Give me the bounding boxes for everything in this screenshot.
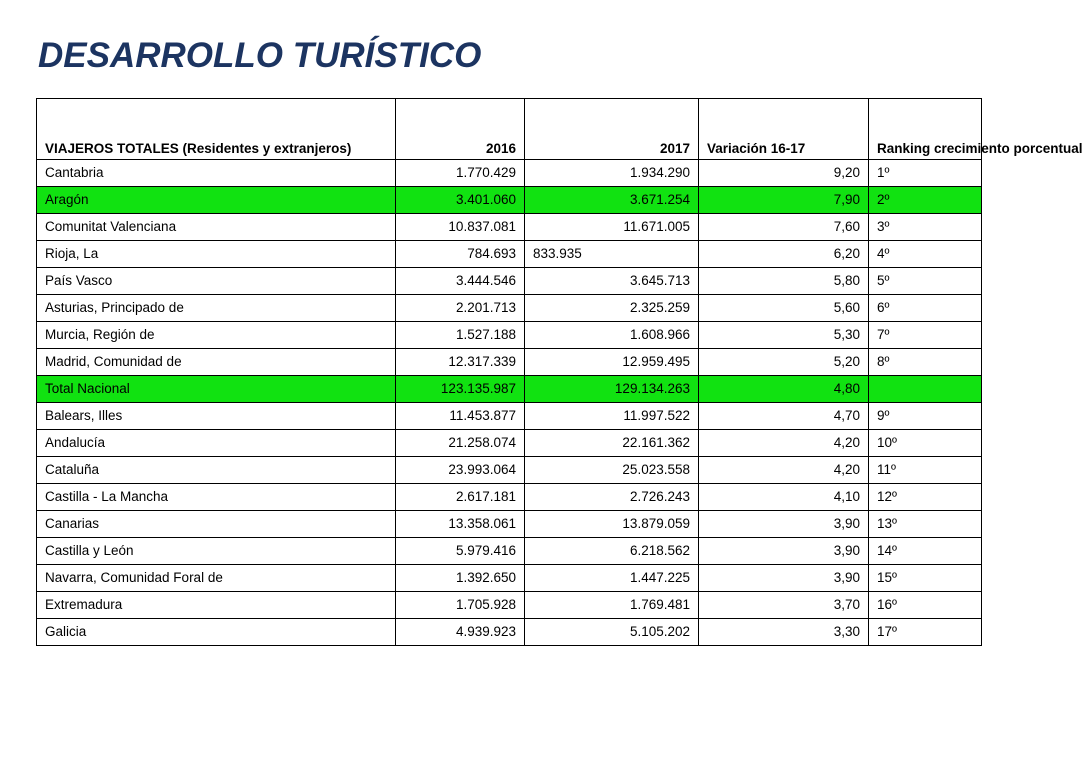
cell-2017: 833.935 [525,241,699,268]
cell-ranking: 17º [869,619,982,646]
header-2016: 2016 [396,99,525,160]
table-row [37,160,982,187]
cell-ranking [869,376,982,403]
cell-variation: 4,10 [699,484,869,511]
cell-variation: 3,90 [699,511,869,538]
cell-ranking: 16º [869,592,982,619]
cell-variation: 5,80 [699,268,869,295]
cell-2016: 1.770.429 [396,160,525,187]
cell-ranking: 7º [869,322,982,349]
cell-2016: 1.527.188 [396,322,525,349]
header-2017: 2017 [525,99,699,160]
cell-2017: 1.447.225 [525,565,699,592]
cell-2017: 3.645.713 [525,268,699,295]
cell-ranking: 12º [869,484,982,511]
cell-2016: 12.317.339 [396,349,525,376]
cell-ranking: 5º [869,268,982,295]
cell-region: Balears, Illes [37,403,396,430]
cell-2017: 3.671.254 [525,187,699,214]
table-row [37,376,982,403]
cell-region: Rioja, La [37,241,396,268]
cell-2017: 5.105.202 [525,619,699,646]
table-row [37,241,982,268]
cell-2017: 6.218.562 [525,538,699,565]
cell-region: Comunitat Valenciana [37,214,396,241]
cell-variation: 5,30 [699,322,869,349]
cell-2017: 11.671.005 [525,214,699,241]
cell-ranking: 10º [869,430,982,457]
cell-region: Andalucía [37,430,396,457]
tourism-travelers-table [36,98,1083,646]
table-row [37,538,982,565]
cell-2016: 2.617.181 [396,484,525,511]
cell-ranking: 8º [869,349,982,376]
cell-variation: 6,20 [699,241,869,268]
cell-variation: 7,90 [699,187,869,214]
cell-ranking: 2º [869,187,982,214]
cell-region: País Vasco [37,268,396,295]
page-title: DESARROLLO TURÍSTICO [38,36,482,75]
cell-variation: 3,90 [699,565,869,592]
cell-region: Asturias, Principado de [37,295,396,322]
table-row [37,430,982,457]
cell-2017: 1.769.481 [525,592,699,619]
cell-2016: 10.837.081 [396,214,525,241]
cell-region: Murcia, Región de [37,322,396,349]
cell-2017: 1.608.966 [525,322,699,349]
cell-region: Canarias [37,511,396,538]
table-row [37,214,982,241]
table-row [37,403,982,430]
cell-2017: 2.325.259 [525,295,699,322]
cell-2016: 11.453.877 [396,403,525,430]
table-row [37,484,982,511]
cell-ranking: 15º [869,565,982,592]
cell-2017: 13.879.059 [525,511,699,538]
cell-2017: 1.934.290 [525,160,699,187]
cell-region: Extremadura [37,592,396,619]
cell-ranking: 4º [869,241,982,268]
cell-2016: 1.705.928 [396,592,525,619]
cell-ranking: 9º [869,403,982,430]
cell-region: Castilla - La Mancha [37,484,396,511]
table-body [37,160,982,646]
cell-region: Castilla y León [37,538,396,565]
cell-ranking: 11º [869,457,982,484]
cell-variation: 4,70 [699,403,869,430]
cell-2016: 1.392.650 [396,565,525,592]
cell-variation: 4,20 [699,430,869,457]
cell-region: Madrid, Comunidad de [37,349,396,376]
cell-region: Cantabria [37,160,396,187]
cell-2016: 123.135.987 [396,376,525,403]
cell-variation: 7,60 [699,214,869,241]
table-row [37,592,982,619]
table-row [37,619,982,646]
cell-2016: 784.693 [396,241,525,268]
cell-variation: 5,20 [699,349,869,376]
cell-region: Aragón [37,187,396,214]
table-row [37,295,982,322]
cell-region: Navarra, Comunidad Foral de [37,565,396,592]
cell-2017: 129.134.263 [525,376,699,403]
cell-variation: 3,30 [699,619,869,646]
cell-variation: 4,20 [699,457,869,484]
cell-ranking: 14º [869,538,982,565]
cell-2016: 13.358.061 [396,511,525,538]
cell-2016: 2.201.713 [396,295,525,322]
header-region: VIAJEROS TOTALES (Residentes y extranjeros) [37,99,396,160]
cell-region: Cataluña [37,457,396,484]
cell-variation: 4,80 [699,376,869,403]
cell-variation: 9,20 [699,160,869,187]
cell-2016: 21.258.074 [396,430,525,457]
table-row [37,322,982,349]
cell-2017: 25.023.558 [525,457,699,484]
table-row [37,268,982,295]
header-variation: Variación 16-17 [699,99,869,160]
cell-2016: 4.939.923 [396,619,525,646]
table-header [37,99,1083,160]
table-row [37,349,982,376]
cell-2016: 3.401.060 [396,187,525,214]
cell-ranking: 1º [869,160,982,187]
cell-2016: 3.444.546 [396,268,525,295]
table-row [37,457,982,484]
cell-2016: 23.993.064 [396,457,525,484]
cell-2017: 12.959.495 [525,349,699,376]
header-row [37,99,982,160]
cell-variation: 3,90 [699,538,869,565]
cell-ranking: 6º [869,295,982,322]
cell-2017: 11.997.522 [525,403,699,430]
cell-ranking: 3º [869,214,982,241]
table-row [37,187,982,214]
cell-region: Total Nacional [37,376,396,403]
cell-variation: 3,70 [699,592,869,619]
table-row [37,511,982,538]
cell-variation: 5,60 [699,295,869,322]
table-row [37,565,982,592]
cell-2016: 5.979.416 [396,538,525,565]
header-ranking: Ranking crecimiento porcentual [869,99,982,160]
cell-ranking: 13º [869,511,982,538]
cell-region: Galicia [37,619,396,646]
cell-2017: 2.726.243 [525,484,699,511]
cell-2017: 22.161.362 [525,430,699,457]
